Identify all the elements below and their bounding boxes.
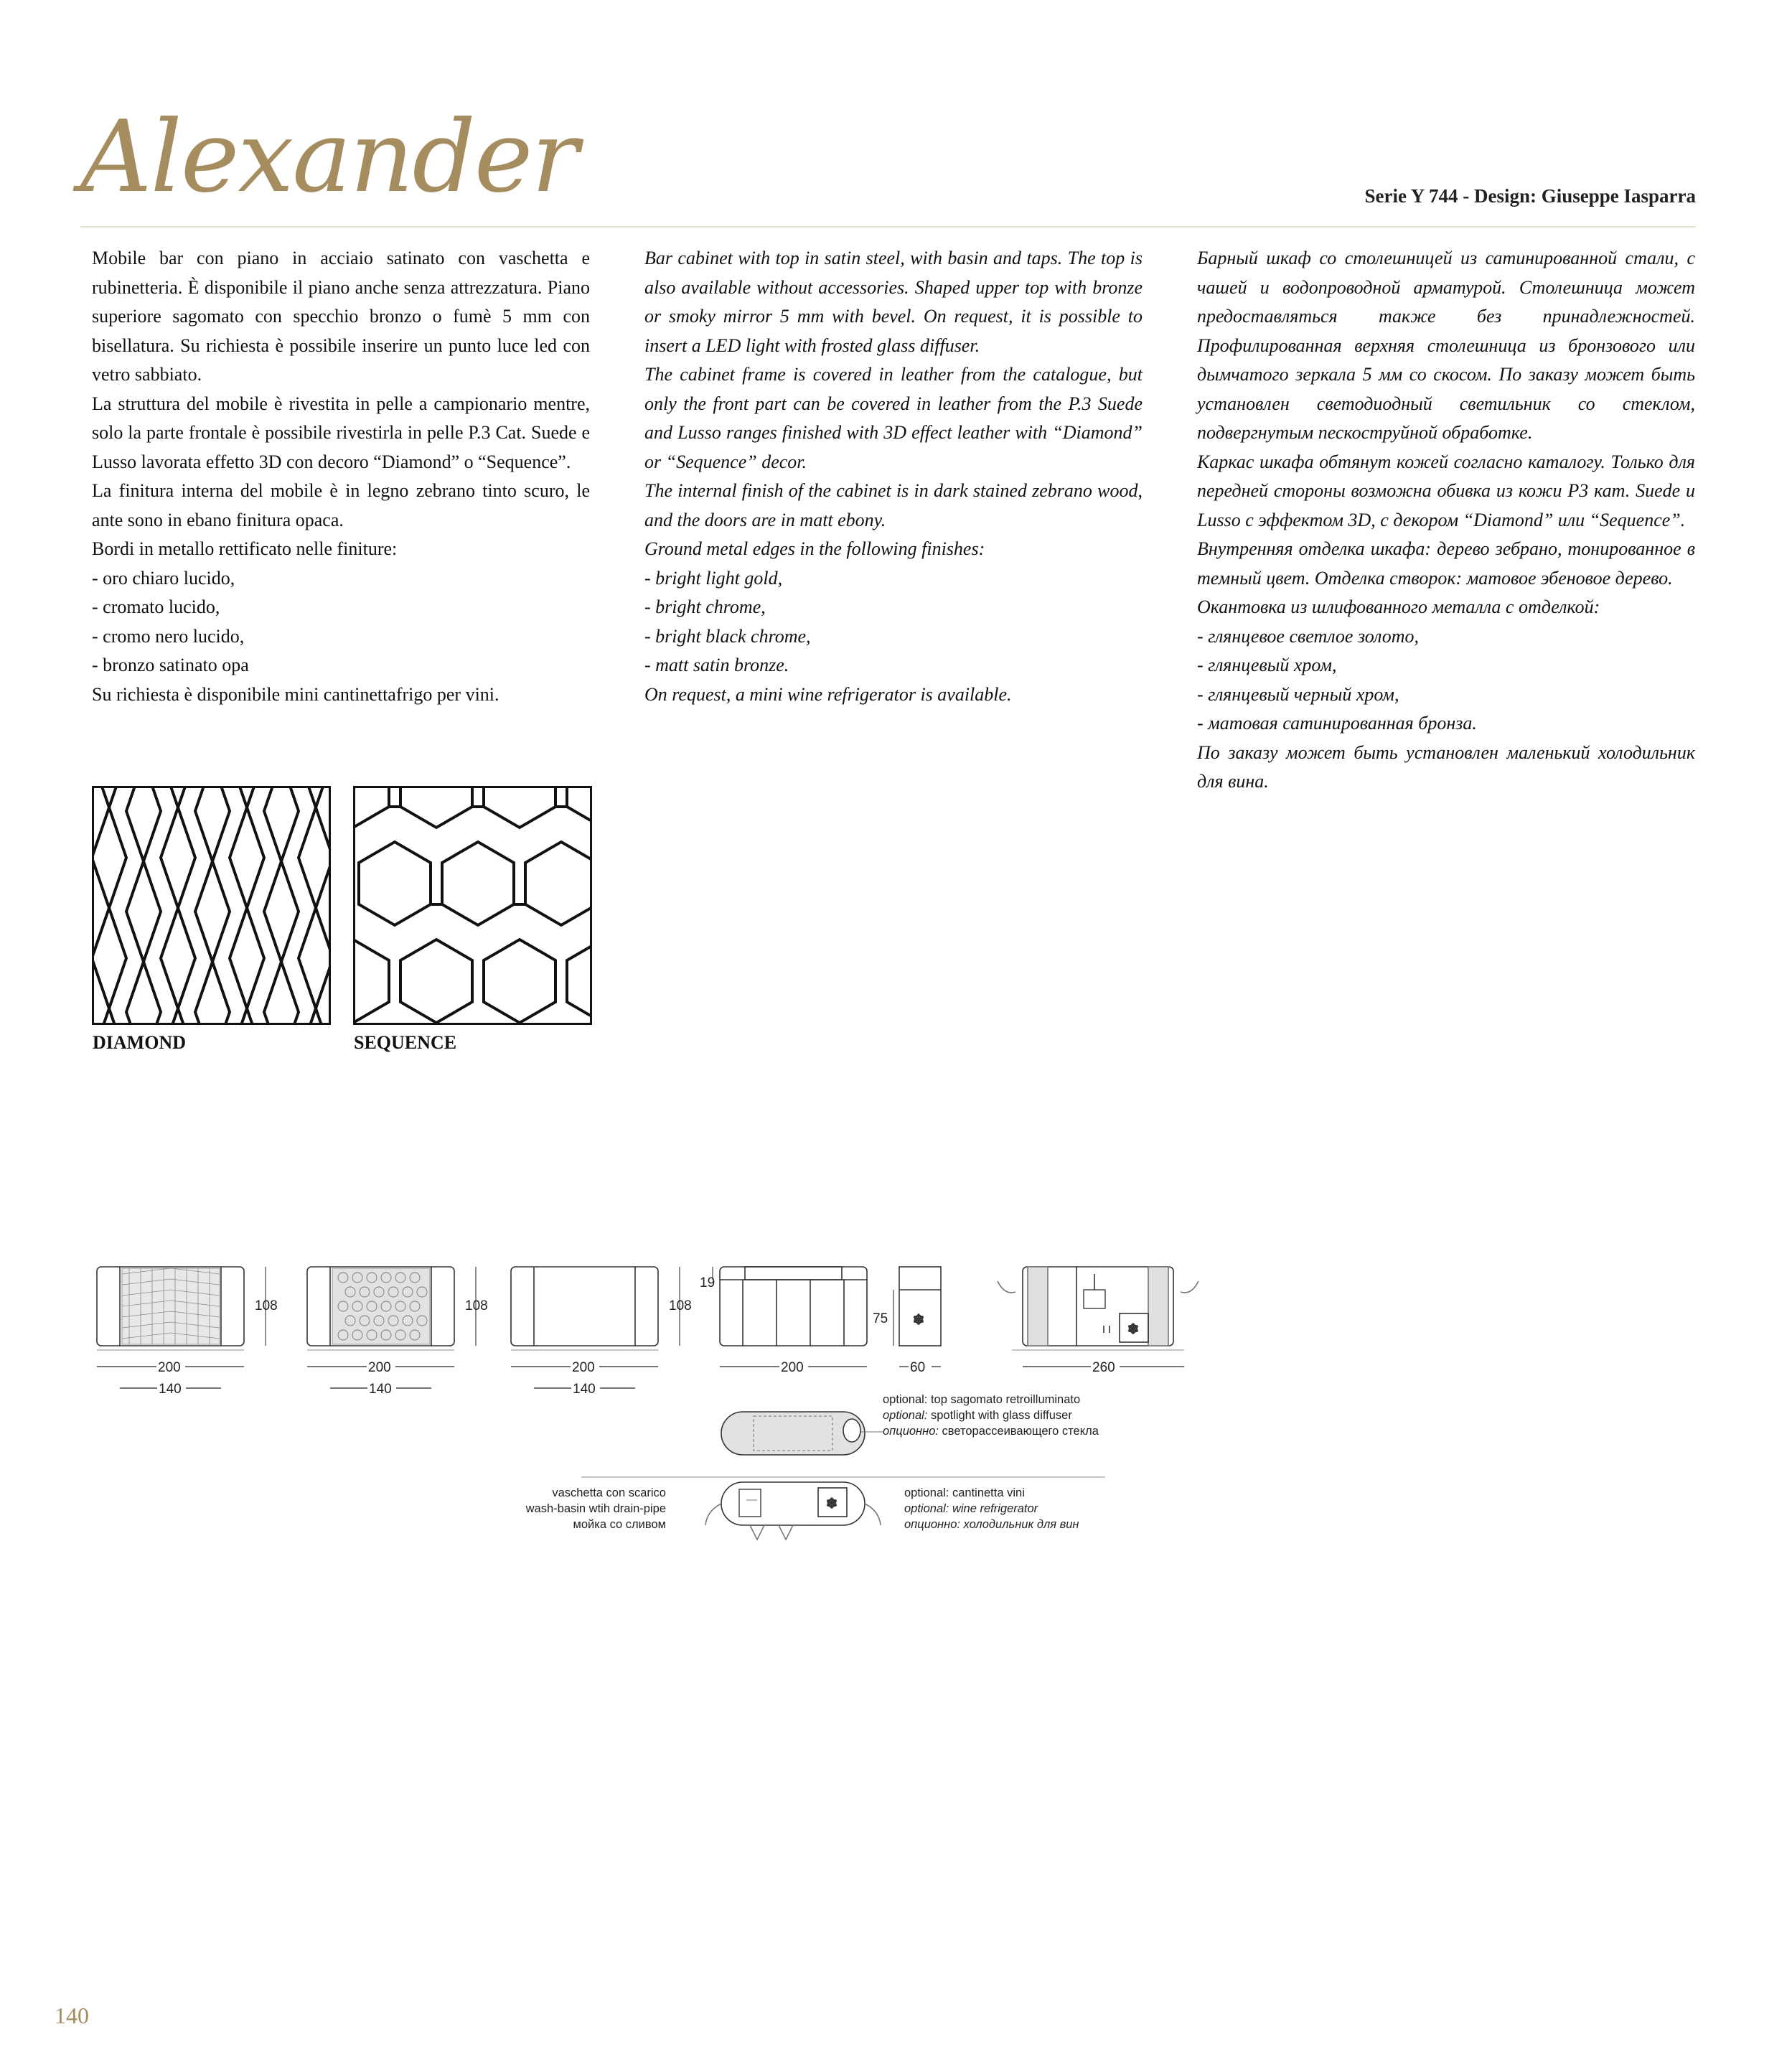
en-list-item: - bright chrome, (644, 596, 766, 617)
snowflake-icon: ❄ (826, 1496, 838, 1512)
it-paragraph: Bordi in metallo rettificato nelle finiture: (92, 538, 398, 559)
d5-width: 60 (910, 1360, 926, 1375)
side-view (893, 1267, 941, 1346)
top-note-en-text: spotlight with glass diffuser (927, 1409, 1072, 1422)
header-rule (80, 226, 1696, 228)
basin-note-it: vaschetta con scarico (552, 1486, 666, 1499)
top-plan-view (721, 1412, 883, 1455)
d1-width: 200 (158, 1360, 181, 1375)
sequence-label: SEQUENCE (354, 1032, 457, 1053)
en-paragraph: The cabinet frame is covered in leather from the catalogue, but only the front part can be covered in leather from the P.3 Suede and Lusso ranges finished with 3D effect leather with “Diamond” or “Sequence” decor. (644, 364, 1143, 472)
ru-paragraph: Каркас шкафа обтянут кожей согласно каталогу. Только для передней стороны возможна обивка из кожи P3 кат. Suede и Lusso с эффектом 3D, с декором “Diamond” или “Sequence”. (1197, 451, 1695, 530)
series-designer: Serie Y 744 - Design: Giuseppe Iasparra (1364, 185, 1696, 207)
open-cabinet-view (998, 1267, 1198, 1350)
en-paragraph: Bar cabinet with top in satin steel, with basin and taps. The top is also available without accessories. Shaped upper top with bronze or smoky mirror 5 mm with bevel. On request, it is possible to insert a LED light with frosted glass diffuser. (644, 248, 1143, 356)
it-list-item: - cromo nero lucido, (92, 625, 245, 647)
fridge-note-ru: опционно: холодильник для вин (904, 1518, 1079, 1531)
ru-paragraph: Барный шкаф со столешницей из сатинированной стали, с чашей и водопроводной арматурой. Столешница может предоставляться также без принадлежностей. Профилированная верхняя столешница из бронзового или дымчатого зеркала 5 мм со скосом. По заказу может быть установлен светодиодный светильник со стеклом, подвергнутым пескоструйной обработке. (1197, 248, 1695, 443)
basin-note-ru: мойка со сливом (573, 1518, 666, 1531)
ru-paragraph: Внутренняя отделка шкафа: дерево зебрано, тонированное в темный цвет. Отделка створок: матовое эбеновое дерево. (1197, 538, 1695, 589)
fridge-note-it: optional: cantinetta vini (904, 1486, 1025, 1499)
it-paragraph: Mobile bar con piano in acciaio satinato con vaschetta e rubinetteria. È disponibile il piano anche senza attrezzatura. Piano superiore sagomato con specchio bronzo o fumè 5 mm con bisellatura. Su richiesta è possibile inserire un punto luce led con vetro sabbiato. (92, 248, 590, 385)
snowflake-icon: ❄ (1127, 1322, 1139, 1337)
front-view-sequence (307, 1267, 476, 1350)
d2-inner: 140 (369, 1382, 392, 1397)
en-paragraph: The internal finish of the cabinet is in dark stained zebrano wood, and the doors are in matt ebony. (644, 480, 1143, 530)
basin-note-en: wash-basin wtih drain-pipe (525, 1502, 666, 1515)
d4-top: 19 (700, 1275, 716, 1290)
d3-inner: 140 (573, 1382, 596, 1397)
ru-paragraph: Окантовка из шлифованного металла с отделкой: (1197, 596, 1600, 617)
page-title: Alexander (80, 99, 578, 215)
top-note-en (883, 1409, 1072, 1422)
d6-width: 260 (1092, 1360, 1115, 1375)
page-number: 140 (55, 2002, 89, 2028)
front-view-plain (511, 1267, 680, 1350)
technical-drawings (86, 1252, 1234, 1568)
en-list-item: - bright light gold, (644, 567, 783, 589)
en-paragraph: Ground metal edges in the following finishes: (644, 538, 985, 559)
fridge-note-en: optional: wine refrigerator (904, 1502, 1038, 1515)
top-note-it: optional: top sagomato retroilluminato (883, 1393, 1081, 1406)
d5-height: 75 (873, 1311, 888, 1326)
ru-paragraph: По заказу может быть установлен маленький холодильник для вина. (1197, 741, 1695, 792)
rear-view-doors (713, 1267, 867, 1346)
italian-description (92, 244, 590, 709)
d3-height: 108 (669, 1298, 692, 1313)
sequence-pattern-swatch (353, 786, 592, 1025)
d2-width: 200 (368, 1360, 391, 1375)
top-note-ru-prefix: опционно: (883, 1425, 939, 1438)
d1-height: 108 (255, 1298, 278, 1313)
ru-list-item: - глянцевое светлое золото, (1197, 625, 1420, 647)
diamond-pattern-swatch (92, 786, 331, 1025)
d4-width: 200 (781, 1360, 804, 1375)
en-list-item: - matt satin bronze. (644, 655, 789, 675)
top-note-ru-text: светорассеивающего стекла (938, 1425, 1099, 1438)
it-paragraph: Su richiesta è disponibile mini cantinettafrigo per vini. (92, 683, 499, 705)
en-paragraph: On request, a mini wine refrigerator is available. (644, 683, 1012, 705)
top-note-en-prefix: optional: (883, 1409, 928, 1422)
english-description (644, 244, 1143, 709)
d1-inner: 140 (159, 1382, 182, 1397)
ru-list-item: - матовая сатинированная бронза. (1197, 713, 1477, 734)
d2-height: 108 (465, 1298, 488, 1313)
ru-list-item: - глянцевый черный хром, (1197, 683, 1399, 705)
it-list-item: - bronzo satinato opa (92, 655, 249, 675)
it-list-item: - oro chiaro lucido, (92, 567, 235, 589)
russian-description (1197, 244, 1695, 797)
front-view-diamond (97, 1267, 266, 1350)
top-note-ru (883, 1425, 1099, 1438)
en-list-item: - bright black chrome, (644, 625, 811, 647)
ru-list-item: - глянцевый хром, (1197, 655, 1337, 675)
it-list-item: - cromato lucido, (92, 596, 220, 617)
it-paragraph: La struttura del mobile è rivestita in pelle a campionario mentre, solo la parte frontale è possibile rivestirla in pelle P.3 Cat. Suede e Lusso lavorata effetto 3D con decoro “Diamond” o “Sequence”. (92, 393, 590, 472)
it-paragraph: La finitura interna del mobile è in legno zebrano tinto scuro, le ante sono in ebano finitura opaca. (92, 480, 590, 530)
diamond-label: DIAMOND (93, 1032, 186, 1053)
d3-width: 200 (572, 1360, 595, 1375)
snowflake-icon: ❄ (913, 1313, 924, 1328)
